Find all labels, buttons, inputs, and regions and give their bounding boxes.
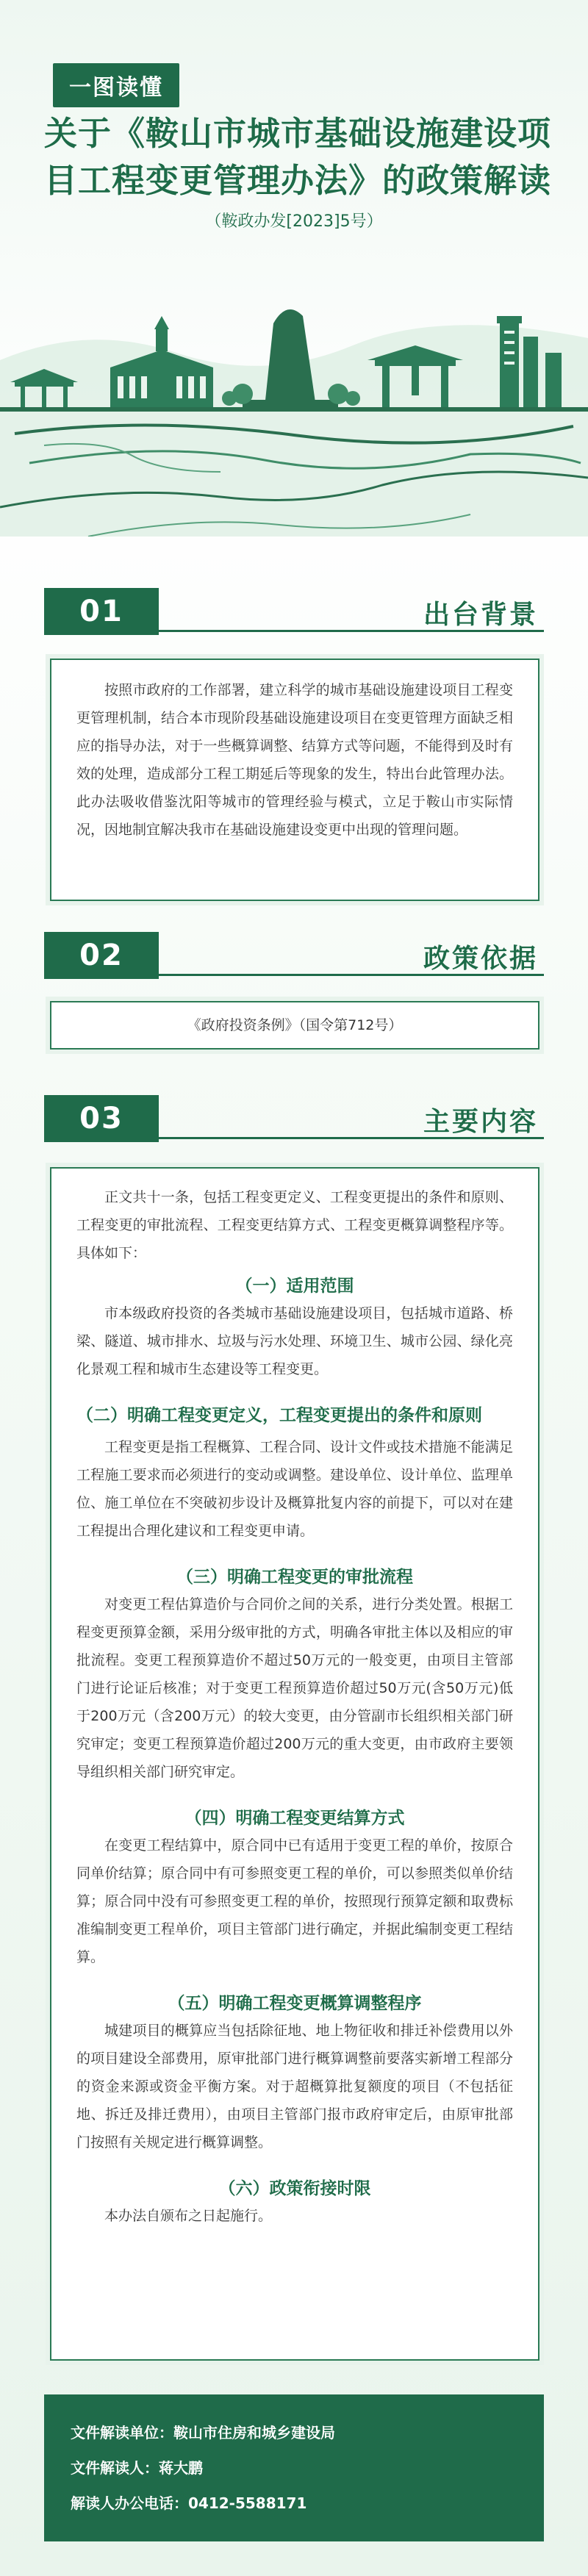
item-text: 对变更工程估算造价与合同价之间的关系，进行分类处置。根据工程变更预算金额，采用分级审批的方式，明确各审批主体以及相应的审批流程。变更工程预算造价不超过50万元的一般变更，由项目主管部门进行论证后核准；对于变更工程预算造价超过50万元(含50万元)低于200万元（含200万元）的较大变更，由分管副市长组织相关部门研究审定；变更工程预算造价超过200万元的重大变更，由市政府主要领导组织相关部门研究审定。 [76, 1596, 513, 1780]
section-title: 出台背景 [423, 600, 538, 630]
item-heading: （六）政策衔接时限 [218, 2179, 371, 2198]
office-phone: 解读人办公电话：0412-5588171 [71, 2494, 307, 2512]
item-heading: （四）明确工程变更结算方式 [184, 1809, 405, 1828]
item-heading: （二）明确工程变更定义，工程变更提出的条件和原则 [76, 1406, 482, 1425]
content-item [76, 1990, 513, 2156]
item-heading: （一）适用范围 [235, 1277, 354, 1296]
cityscape-illustration [0, 243, 588, 537]
item-text: 市本级政府投资的各类城市基础设施建设项目，包括城市道路、桥梁、隧道、城市排水、垃圾与污水处理、环境卫生、城市公园、绿化亮化景观工程和城市生态建设等工程变更。 [76, 1305, 513, 1377]
item-heading: （五）明确工程变更概算调整程序 [168, 1994, 422, 2013]
item-text: 工程变更是指工程概算、工程合同、设计文件或技术措施不能满足工程施工要求而必须进行的变动或调整。建设单位、设计单位、监理单位、施工单位在不突破初步设计及概算批复内容的前提下，可以对在建工程提出合理化建议和工程变更申请。 [76, 1439, 513, 1539]
item-text: 本办法自颁布之日起施行。 [104, 2208, 273, 2224]
content-item [76, 1273, 513, 1383]
page-title: 关于《鞍山市城市基础设施建设项目工程变更管理办法》的政策解读 [44, 114, 552, 200]
section-number: 03 [44, 1095, 159, 1142]
section-title: 主要内容 [423, 1107, 538, 1137]
item-text: 在变更工程结算中，原合同中已有适用于变更工程的单价，按原合同单价结算；原合同中有可参照变更工程的单价，可以参照类似单价结算；原合同中没有可参照变更工程的单价，按照现行预算定额和取费标准编制变更工程单价，项目主管部门进行确定，并据此编制变更工程结算。 [76, 1837, 513, 1965]
item-text: 城建项目的概算应当包括除征地、地上物征收和排迁补偿费用以外的项目建设全部费用，原审批部门进行概算调整前要落实新增工程部分的资金来源或资金平衡方案。对于超概算批复额度的项目（不包括征地、拆迁及排迁费用），由项目主管部门报市政府审定后，由原审批部门按照有关规定进行概算调整。 [76, 2023, 513, 2150]
header-tag: 一图读懂 [53, 63, 179, 107]
background-text: 按照市政府的工作部署，建立科学的城市基础设施建设项目工程变更管理机制，结合本市现阶段基础设施建设项目在变更管理方面缺乏相应的指导办法，对于一些概算调整、结算方式等问题，不能得到及时有效的处理，造成部分工程工期延后等现象的发生，特出台此管理办法。此办法吸收借鉴沈阳等城市的管理经验与模式，立足于鞍山市实际情况，因地制宜解决我市在基础设施建设变更中出现的管理问题。 [76, 682, 513, 838]
basis-content-box [50, 1001, 539, 1050]
section-header-content [44, 1095, 544, 1142]
section-number: 01 [44, 588, 159, 635]
section-number: 02 [44, 932, 159, 979]
background-content-box [50, 659, 539, 901]
section-header-basis [44, 932, 544, 979]
content-item [76, 1402, 513, 1545]
interpreting-unit: 文件解读单位：鞍山市住房和城乡建设局 [71, 2424, 335, 2442]
section-title: 政策依据 [423, 944, 538, 974]
content-item [76, 2175, 513, 2230]
basis-text: 《政府投资条例》（国令第712号） [187, 1017, 403, 1033]
content-item [76, 1564, 513, 1786]
footer-info [44, 2394, 544, 2541]
interpreter-name: 文件解读人：蒋大鹏 [71, 2459, 203, 2477]
main-content-box [50, 1167, 539, 2361]
item-heading: （三）明确工程变更的审批流程 [176, 1568, 413, 1587]
document-number: （鞍政办发[2023]5号） [205, 212, 383, 231]
intro-text: 正文共十一条，包括工程变更定义、工程变更提出的条件和原则、工程变更的审批流程、工程变更结算方式、工程变更概算调整程序等。具体如下： [76, 1189, 513, 1261]
section-header-background [44, 588, 544, 635]
content-item [76, 1805, 513, 1971]
